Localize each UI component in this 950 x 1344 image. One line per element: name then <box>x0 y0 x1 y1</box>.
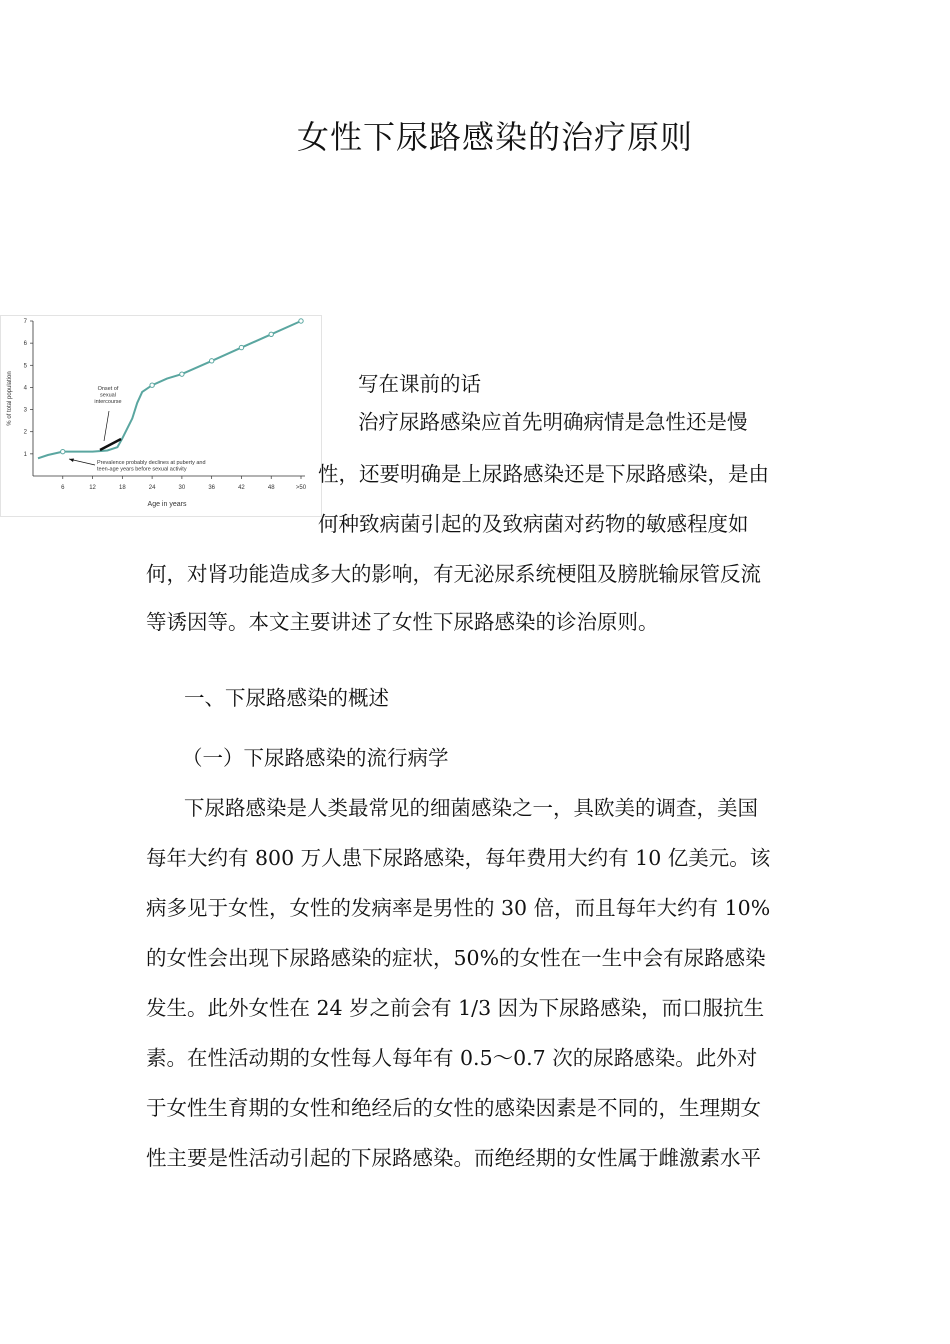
annotation-prevalence: Prevalence probably declines at puberty and teen-age years before sexual activity <box>97 460 206 473</box>
arrow-head-icon <box>69 459 74 463</box>
data-point-marker <box>61 449 65 453</box>
data-point-marker <box>209 359 213 363</box>
chart-annotations <box>69 386 206 473</box>
intro-line-1: 治疗尿路感染应首先明确病情是急性还是慢 <box>358 410 748 434</box>
chart-series <box>38 319 303 459</box>
document-title: 女性下尿路感染的治疗原则 <box>296 118 693 156</box>
chart-svg <box>1 316 321 516</box>
body-line-3: 病多见于女性，女性的发病率是男性的 30 倍，而且每年大约有 10% <box>146 896 771 920</box>
y-tick-label: 1 <box>23 451 27 458</box>
y-tick-label: 6 <box>23 341 27 348</box>
data-point-marker <box>269 332 273 336</box>
x-tick-label: 30 <box>178 485 186 491</box>
annotation-onset: Onset of sexual intercourse <box>94 386 122 405</box>
y-tick-label: 4 <box>23 385 27 392</box>
series-line <box>38 321 301 458</box>
x-tick-label: >50 <box>295 485 307 491</box>
intro-line-3: 何种致病菌引起的及致病菌对药物的敏感程度如 <box>318 512 749 536</box>
data-point-marker <box>239 345 243 349</box>
x-tick-label: 6 <box>61 485 65 491</box>
chart-x-ticks <box>61 476 307 491</box>
chart-axes <box>33 321 305 476</box>
x-tick-label: 42 <box>238 485 245 491</box>
section-heading: 一、下尿路感染的概述 <box>184 686 389 710</box>
intro-heading: 写在课前的话 <box>358 372 481 396</box>
intro-line-2: 性，还要明确是上尿路感染还是下尿路感染，是由 <box>318 462 769 486</box>
chart-x-axis-label: Age in years <box>147 501 187 508</box>
body-line-7: 于女性生育期的女性和绝经后的女性的感染因素是不同的，生理期女 <box>146 1096 761 1120</box>
y-tick-label: 7 <box>23 319 27 325</box>
data-point-marker <box>180 372 184 376</box>
chart-y-axis-label: % of total population <box>7 371 13 426</box>
y-tick-label: 2 <box>23 429 27 436</box>
section-sub-heading: （一）下尿路感染的流行病学 <box>182 746 449 770</box>
x-tick-label: 18 <box>118 485 126 491</box>
x-tick-label: 12 <box>89 485 96 491</box>
data-point-marker <box>299 319 303 323</box>
body-line-2: 每年大约有 800 万人患下尿路感染，每年费用大约有 10 亿美元。该 <box>146 846 771 870</box>
annotation-onset-pointer <box>104 411 109 441</box>
intro-line-5: 等诱因等。本文主要讲述了女性下尿路感染的诊治原则。 <box>146 610 659 634</box>
prevalence-chart <box>0 315 322 517</box>
body-line-6: 素。在性活动期的女性每人每年有 0.5～0.7 次的尿路感染。此外对 <box>146 1046 758 1070</box>
x-tick-label: 48 <box>267 485 275 491</box>
chart-y-ticks <box>24 319 33 458</box>
body-line-8: 性主要是性活动引起的下尿路感染。而绝经期的女性属于雌激素水平 <box>146 1146 761 1170</box>
x-tick-label: 36 <box>208 485 216 491</box>
y-tick-label: 5 <box>23 363 27 370</box>
x-tick-label: 24 <box>148 485 156 491</box>
y-tick-label: 3 <box>23 407 27 414</box>
body-line-4: 的女性会出现下尿路感染的症状，50%的女性在一生中会有尿路感染 <box>146 946 766 970</box>
body-line-1: 下尿路感染是人类最常见的细菌感染之一，具欧美的调查，美国 <box>184 796 758 820</box>
data-point-marker <box>150 383 154 387</box>
body-line-5: 发生。此外女性在 24 岁之前会有 1/3 因为下尿路感染，而口服抗生 <box>146 996 765 1020</box>
intro-line-4: 何，对肾功能造成多大的影响，有无泌尿系统梗阻及膀胱输尿管反流 <box>146 562 761 586</box>
